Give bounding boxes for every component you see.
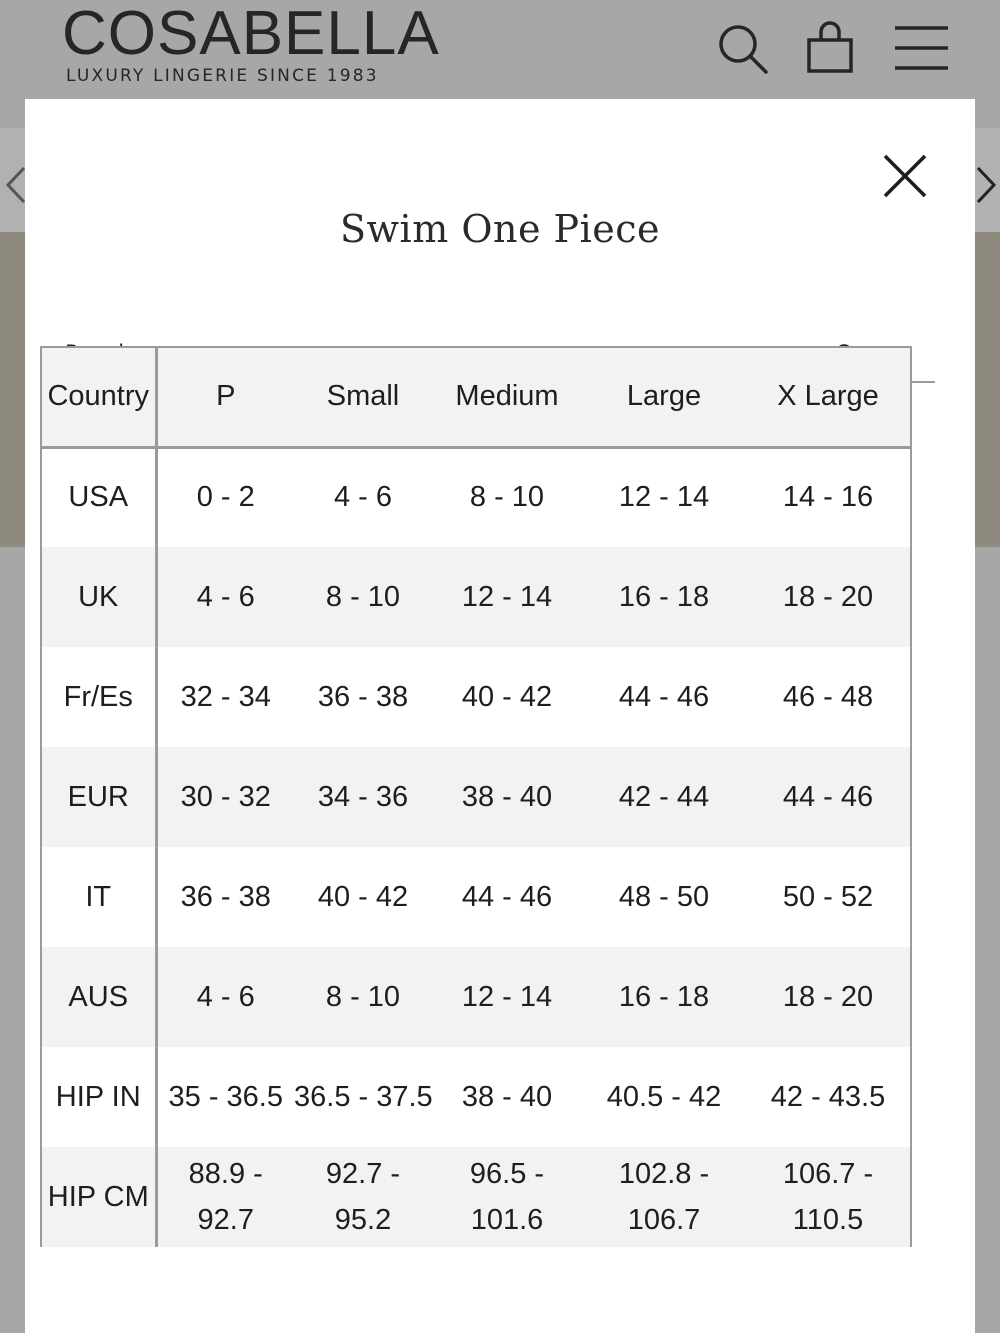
brand-logo[interactable]: [62, 0, 440, 86]
table-cell: Fr/Es: [41, 647, 156, 747]
table-cell: 40 - 42: [461, 680, 553, 713]
table-cell: 38 - 40: [461, 1080, 553, 1113]
table-cell: 16 - 18: [582, 947, 746, 1047]
table-cell: 50 - 52: [782, 880, 874, 913]
table-row: [41, 1047, 911, 1147]
column-header-small: Small: [294, 347, 432, 447]
table-cell: 4 - 6: [156, 547, 294, 647]
table-cell: 40 - 42: [317, 880, 409, 913]
table-cell: EUR: [41, 747, 156, 847]
table-cell: 18 - 20: [746, 547, 911, 647]
table-cell: 44 - 46: [618, 680, 710, 713]
table-cell: HIP IN: [41, 1047, 156, 1147]
search-icon[interactable]: [712, 18, 772, 78]
table-row: [41, 947, 911, 1047]
chevron-right-icon[interactable]: [972, 160, 1000, 210]
table-cell: 32 - 34: [180, 680, 271, 713]
table-cell: 36 - 38: [317, 680, 409, 713]
table-cell: 35 - 36.5: [168, 1080, 283, 1113]
table-cell: HIP CM: [41, 1147, 156, 1247]
table-row: [41, 847, 911, 947]
table-cell: 44 - 46: [746, 747, 911, 847]
table-cell: 12 - 14: [432, 947, 582, 1047]
column-header-large: Large: [582, 347, 746, 447]
column-header-medium: Medium: [432, 347, 582, 447]
table-cell: 12 - 14: [432, 547, 582, 647]
table-row: [41, 1147, 911, 1247]
table-row: [41, 747, 911, 847]
table-cell: 8 - 10: [469, 481, 545, 514]
table-cell: 18 - 20: [746, 947, 911, 1047]
table-cell: 34 - 36: [294, 747, 432, 847]
modal-title: Swim One Piece: [340, 207, 660, 251]
table-row: [41, 547, 911, 647]
table-cell: 8 - 10: [294, 947, 432, 1047]
table-cell: 12 - 14: [618, 481, 710, 514]
table-cell: 0 - 2: [196, 481, 255, 514]
table-cell: 36 - 38: [180, 880, 271, 913]
table-cell: 92.7 - 95.2: [294, 1147, 432, 1247]
table-cell: 102.8 - 106.7: [582, 1147, 746, 1247]
table-cell: 96.5 - 101.6: [432, 1147, 582, 1247]
table-cell: 48 - 50: [618, 880, 710, 913]
table-cell: IT: [41, 847, 156, 947]
close-icon[interactable]: [880, 151, 930, 201]
table-cell: 42 - 43.5: [770, 1080, 886, 1113]
column-header-x-large: X Large: [746, 347, 911, 447]
column-header-country: Country: [41, 347, 156, 447]
table-cell: 46 - 48: [782, 680, 874, 713]
table-cell: 8 - 10: [294, 547, 432, 647]
table-cell: 38 - 40: [432, 747, 582, 847]
table-cell: UK: [41, 547, 156, 647]
table-cell: 106.7 - 110.5: [746, 1147, 911, 1247]
table-cell: 36.5 - 37.5: [294, 1080, 433, 1113]
table-row: [41, 447, 911, 547]
logo-tagline: LUXURY LINGERIE SINCE 1983: [66, 66, 379, 86]
table-cell: 44 - 46: [461, 880, 553, 913]
table-cell: 88.9 - 92.7: [156, 1147, 294, 1247]
table-cell: 30 - 32: [156, 747, 294, 847]
table-cell: USA: [41, 447, 156, 547]
logo-wordmark: COSABELLA: [62, 0, 440, 68]
table-header-row: [41, 347, 911, 447]
shopping-bag-icon[interactable]: [800, 18, 860, 78]
table-cell: 42 - 44: [582, 747, 746, 847]
table-cell: AUS: [41, 947, 156, 1047]
table-cell: 4 - 6: [156, 947, 294, 1047]
table-row: [41, 647, 911, 747]
table-cell: 4 - 6: [333, 481, 393, 514]
table-cell: 16 - 18: [582, 547, 746, 647]
table-cell: 40.5 - 42: [606, 1080, 722, 1113]
site-header: [0, 0, 1000, 100]
column-header-p: P: [156, 347, 294, 447]
hamburger-menu-icon[interactable]: [890, 18, 950, 78]
size-chart-table: [40, 346, 912, 1247]
table-cell: 14 - 16: [782, 481, 874, 514]
